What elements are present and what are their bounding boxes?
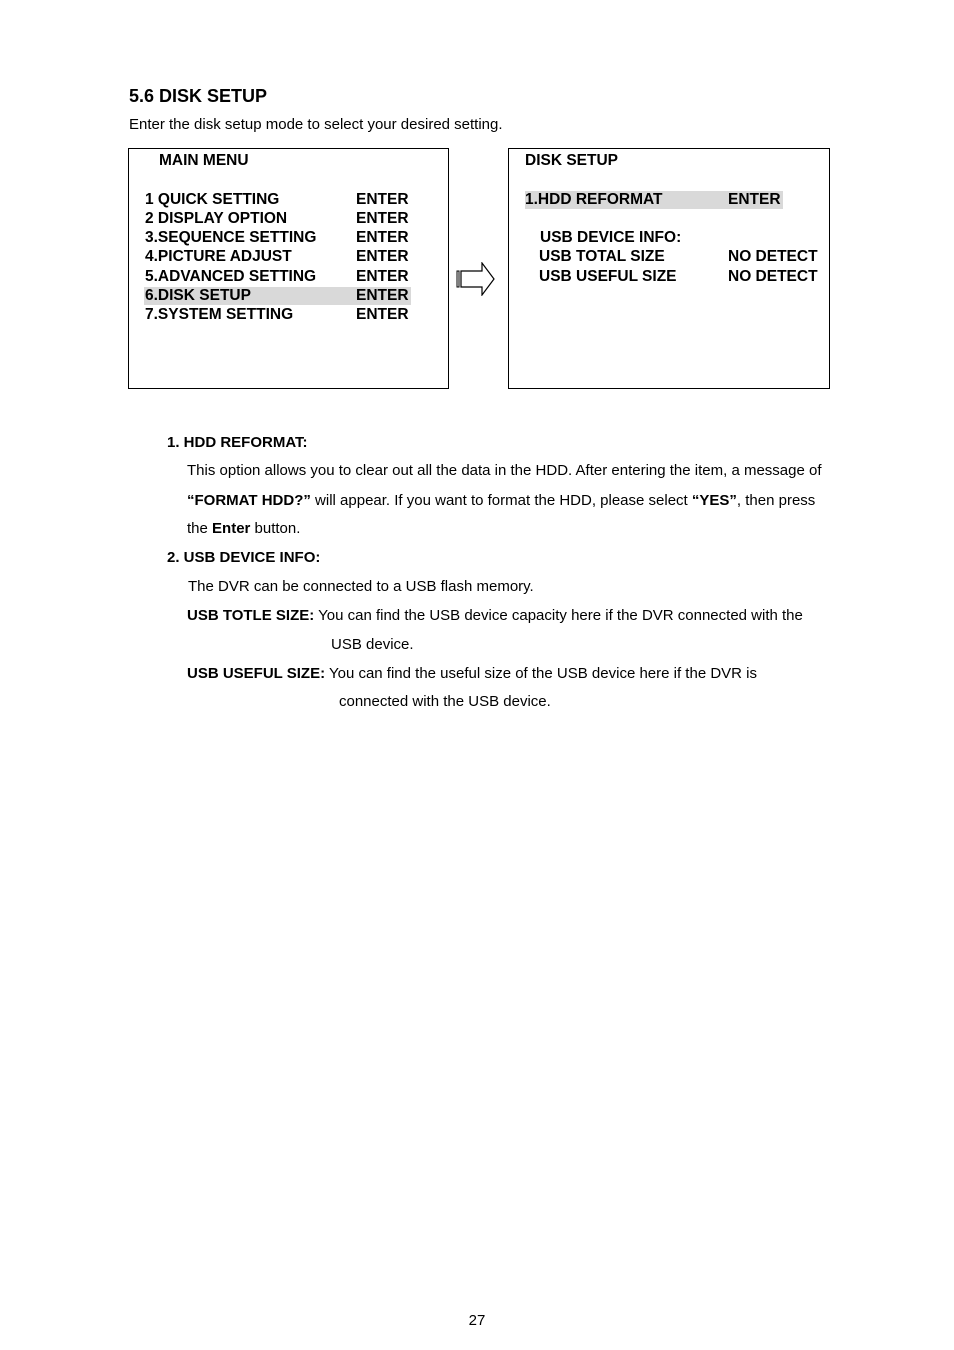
main-menu-box [128, 148, 449, 389]
menu-item-hdd-reformat[interactable]: 1.HDD REFORMAT [525, 191, 663, 208]
usb-useful-size-line1 [187, 665, 757, 683]
usb-total-size-value: NO DETECT [728, 248, 818, 265]
usb-total-size-label: USB TOTAL SIZE [539, 248, 665, 265]
usb-useful-size-label: USB USEFUL SIZE: [187, 665, 326, 682]
disk-setup-title: DISK SETUP [525, 152, 619, 169]
menu-item-value: ENTER [728, 191, 781, 208]
text-span: You can find the useful size of the USB device here if the DVR is [325, 665, 757, 682]
menu-item-advanced-setting[interactable]: 5.ADVANCED SETTING [145, 268, 317, 285]
yes-phrase: “YES” [691, 492, 737, 509]
right-arrow-icon [456, 262, 496, 296]
usb-device-info-heading: 2. USB DEVICE INFO: [167, 549, 321, 566]
menu-item-display-option[interactable]: 2 DISPLAY OPTION [145, 210, 288, 227]
menu-item-value: ENTER [356, 210, 409, 227]
format-hdd-phrase: “FORMAT HDD?” [187, 492, 311, 509]
usb-totle-size-label: USB TOTLE SIZE: [187, 607, 315, 624]
hdd-reformat-heading: 1. HDD REFORMAT: [167, 434, 308, 451]
menu-item-picture-adjust[interactable]: 4.PICTURE ADJUST [145, 248, 292, 265]
main-menu-title: MAIN MENU [159, 152, 249, 169]
text-span: You can find the USB device capacity here if the DVR connected with the [314, 607, 803, 624]
menu-item-system-setting[interactable]: 7.SYSTEM SETTING [145, 306, 294, 323]
menu-item-value: ENTER [356, 268, 409, 285]
usb-totle-size-line1 [187, 607, 803, 625]
usb-useful-size-line2: connected with the USB device. [339, 693, 551, 710]
menu-item-quick-setting[interactable]: 1 QUICK SETTING [145, 191, 280, 208]
text-span: the [187, 520, 213, 537]
menu-item-value: ENTER [356, 248, 409, 265]
menu-item-value: ENTER [356, 229, 409, 246]
page-number: 27 [468, 1312, 486, 1329]
menu-item-value: ENTER [356, 306, 409, 323]
menu-item-sequence-setting[interactable]: 3.SEQUENCE SETTING [145, 229, 317, 246]
usb-info-heading: USB DEVICE INFO: [540, 229, 682, 246]
disk-setup-box [508, 148, 830, 389]
hdd-reformat-text-line3 [187, 520, 300, 538]
text-span: button. [250, 520, 301, 537]
text-span: will appear. If you want to format the HDD, please select [310, 492, 692, 509]
enter-phrase: Enter [212, 520, 251, 537]
usb-useful-size-label: USB USEFUL SIZE [539, 268, 677, 285]
usb-device-info-text: The DVR can be connected to a USB flash memory. [188, 578, 534, 595]
hdd-reformat-text-line2 [187, 492, 815, 510]
usb-totle-size-line2: USB device. [331, 636, 414, 653]
section-title: 5.6 DISK SETUP [129, 86, 268, 106]
menu-item-value: ENTER [356, 287, 409, 304]
menu-item-value: ENTER [356, 191, 409, 208]
menu-item-disk-setup[interactable]: 6.DISK SETUP [145, 287, 251, 304]
intro-text: Enter the disk setup mode to select your desired setting. [129, 116, 503, 133]
text-span: , then press [736, 492, 816, 509]
usb-useful-size-value: NO DETECT [728, 268, 818, 285]
hdd-reformat-text-line1: This option allows you to clear out all the data in the HDD. After entering the item, a message of [187, 462, 822, 479]
